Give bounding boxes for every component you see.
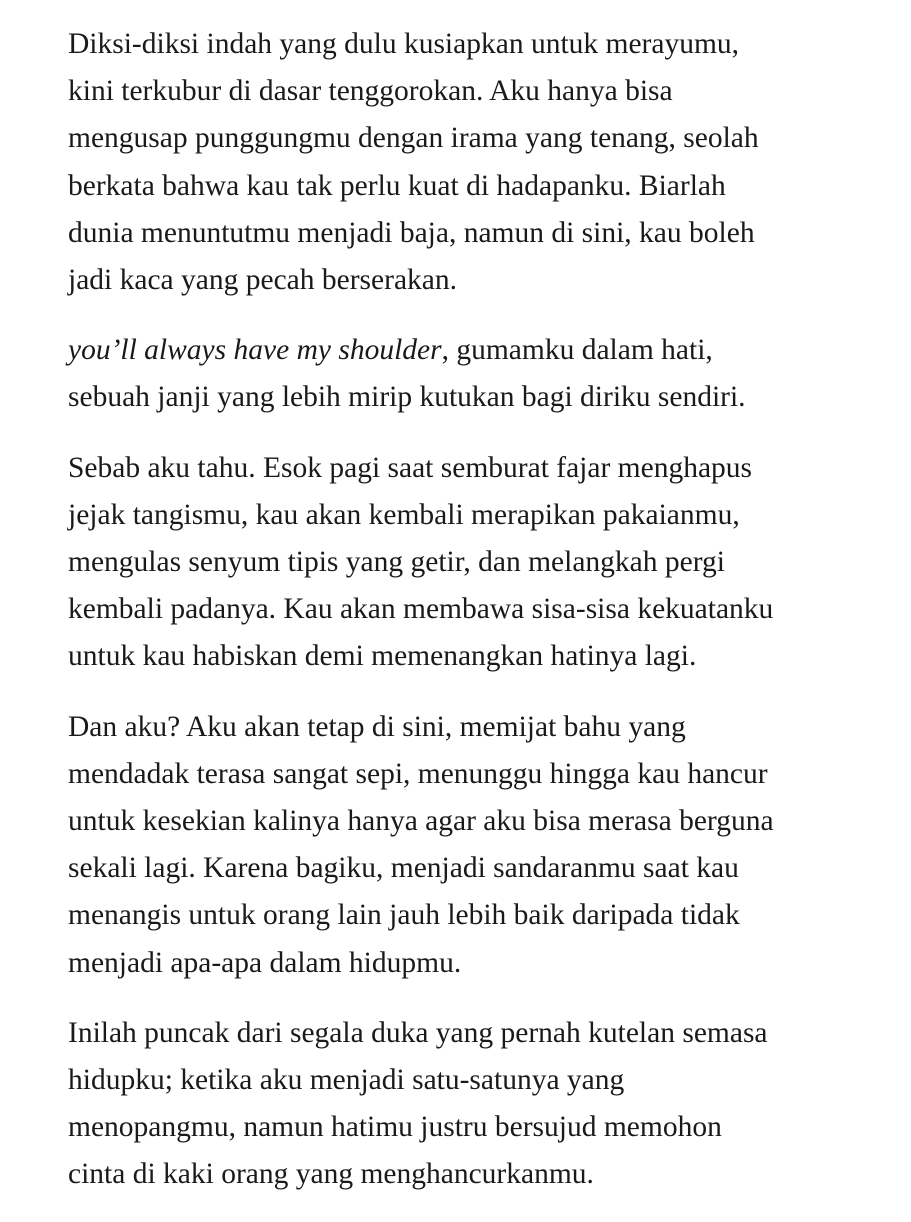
text-fragment: , gumamku dalam hati,	[441, 334, 713, 367]
italic-quote: you’ll always have my shoulder	[68, 334, 442, 367]
text-line: menjadi apa-apa dalam hidupmu.	[68, 946, 462, 979]
text-line: jejak tangismu, kau akan kembali merapikan pakaianmu,	[68, 498, 740, 531]
paragraph-3	[68, 445, 888, 681]
text-line: menopangmu, namun hatimu justru bersujud memohon	[68, 1111, 722, 1144]
document-body	[68, 21, 888, 1222]
text-line: menangis untuk orang lain jauh lebih baik daripada tidak	[68, 899, 740, 932]
text-line: Inilah puncak dari segala duka yang pernah kutelan semasa	[68, 1016, 768, 1049]
text-line: untuk kau habiskan demi memenangkan hatinya lagi.	[68, 640, 697, 673]
text-line: Dan aku? Aku akan tetap di sini, memijat bahu yang	[68, 710, 686, 743]
text-line: mengulas senyum tipis yang getir, dan melangkah pergi	[68, 546, 725, 579]
text-line: sekali lagi. Karena bagiku, menjadi sandaranmu saat kau	[68, 852, 739, 885]
paragraph-4	[68, 704, 888, 987]
text-line: mengusap punggungmu dengan irama yang tenang, seolah	[68, 122, 759, 155]
text-line: kembali padanya. Kau akan membawa sisa-sisa kekuatanku	[68, 593, 774, 626]
text-line: Diksi-diksi indah yang dulu kusiapkan untuk merayumu,	[68, 28, 740, 60]
text-line: sebuah janji yang lebih mirip kutukan bagi diriku sendiri.	[68, 381, 746, 414]
text-line: kini terkubur di dasar tenggorokan. Aku hanya bisa	[68, 75, 673, 108]
text-line: cinta di kaki orang yang menghancurkanmu.	[68, 1158, 594, 1191]
text-line: untuk kesekian kalinya hanya agar aku bisa merasa berguna	[68, 805, 774, 838]
text-line: berkata bahwa kau tak perlu kuat di hadapanku. Biarlah	[68, 169, 726, 202]
text-line: jadi kaca yang pecah berserakan.	[68, 264, 458, 297]
text-line: Sebab aku tahu. Esok pagi saat semburat fajar menghapus	[68, 451, 753, 484]
paragraph-1	[68, 21, 888, 304]
paragraph-5	[68, 1010, 888, 1199]
text-line: hidupku; ketika aku menjadi satu-satunya yang	[68, 1064, 625, 1097]
text-line: mendadak terasa sangat sepi, menunggu hingga kau hancur	[68, 757, 768, 790]
text-line: dunia menuntutmu menjadi baja, namun di sini, kau boleh	[68, 216, 755, 249]
text-line	[68, 327, 888, 374]
paragraph-2	[68, 327, 888, 421]
